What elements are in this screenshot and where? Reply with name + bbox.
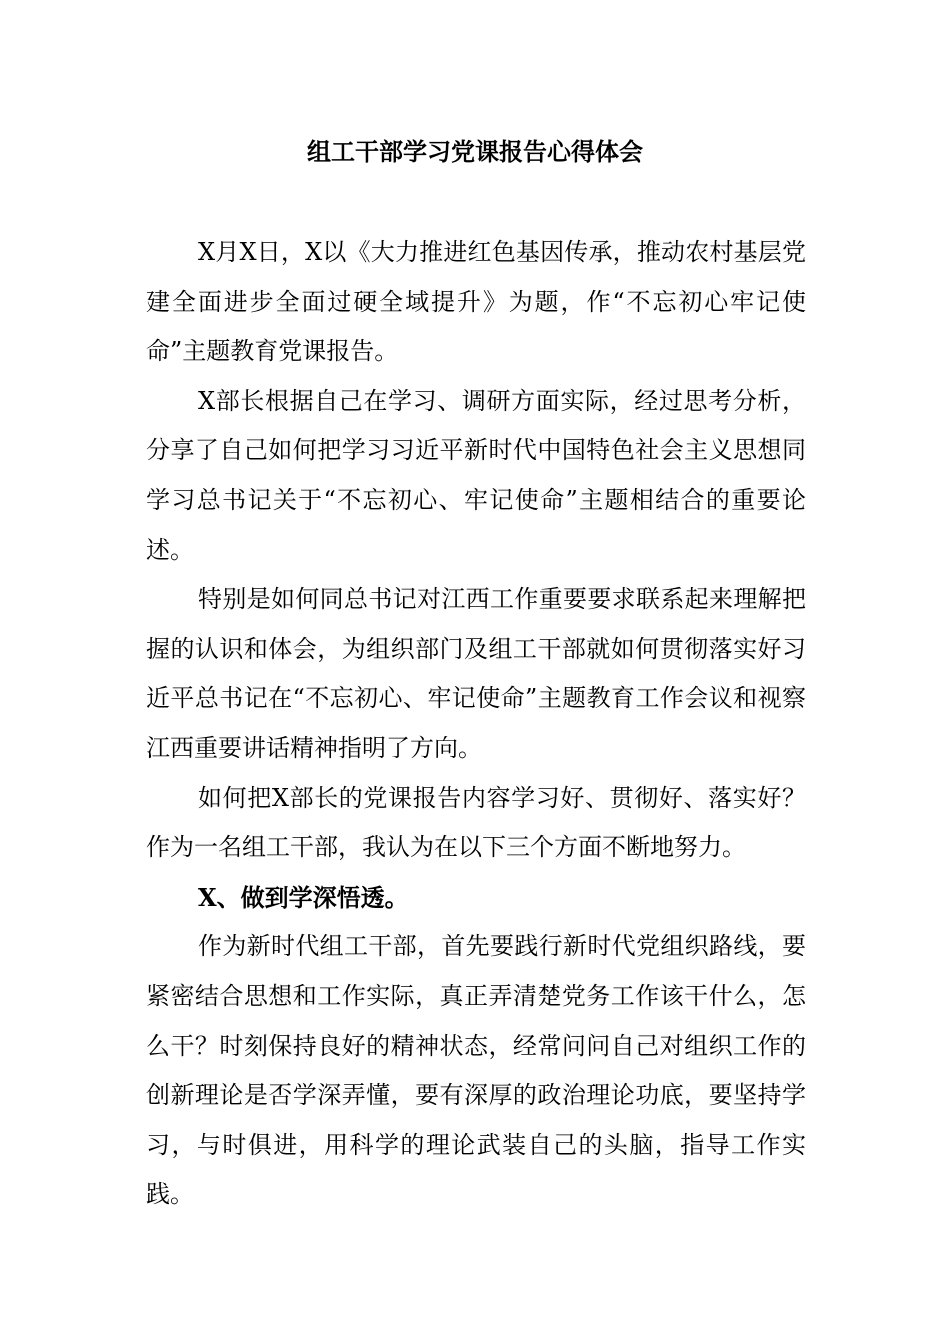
document-body <box>146 228 806 1220</box>
paragraph-section-body: 作为新时代组工干部，首先要践行新时代党组织路线，要紧密结合思想和工作实际，真正弄清楚党务工作该干什么，怎么干？时刻保持良好的精神状态，经常问问自己对组织工作的创新理论是否学深弄懂，要有深厚的政治理论功底，要坚持学习，与时俱进，用科学的理论武装自己的头脑，指导工作实践。 <box>146 932 806 1209</box>
section-heading: X、做到学深悟透。 <box>198 882 409 912</box>
paragraph-understanding: 特别是如何同总书记对江西工作重要要求联系起来理解把握的认识和体会，为组织部门及组工干部就如何贯彻落实好习近平总书记在“不忘初心、牢记使命”主题教育工作会议和视察江西重要讲话精神指明了方向。 <box>146 585 806 762</box>
paragraph-question: 如何把X部长的党课报告内容学习好、贯彻好、落实好？作为一名组工干部，我认为在以下三个方面不断地努力。 <box>146 783 806 862</box>
document-title: 组工干部学习党课报告心得体会 <box>307 137 643 166</box>
paragraph-sharing: X部长根据自己在学习、调研方面实际，经过思考分析，分享了自己如何把学习习近平新时代中国特色社会主义思想同学习总书记关于“不忘初心、牢记使命”主题相结合的重要论述。 <box>146 386 806 564</box>
paragraph-intro: X月X日，X以《大力推进红色基因传承，推动农村基层党建全面进步全面过硬全域提升》为题，作“不忘初心牢记使命”主题教育党课报告。 <box>146 238 806 366</box>
